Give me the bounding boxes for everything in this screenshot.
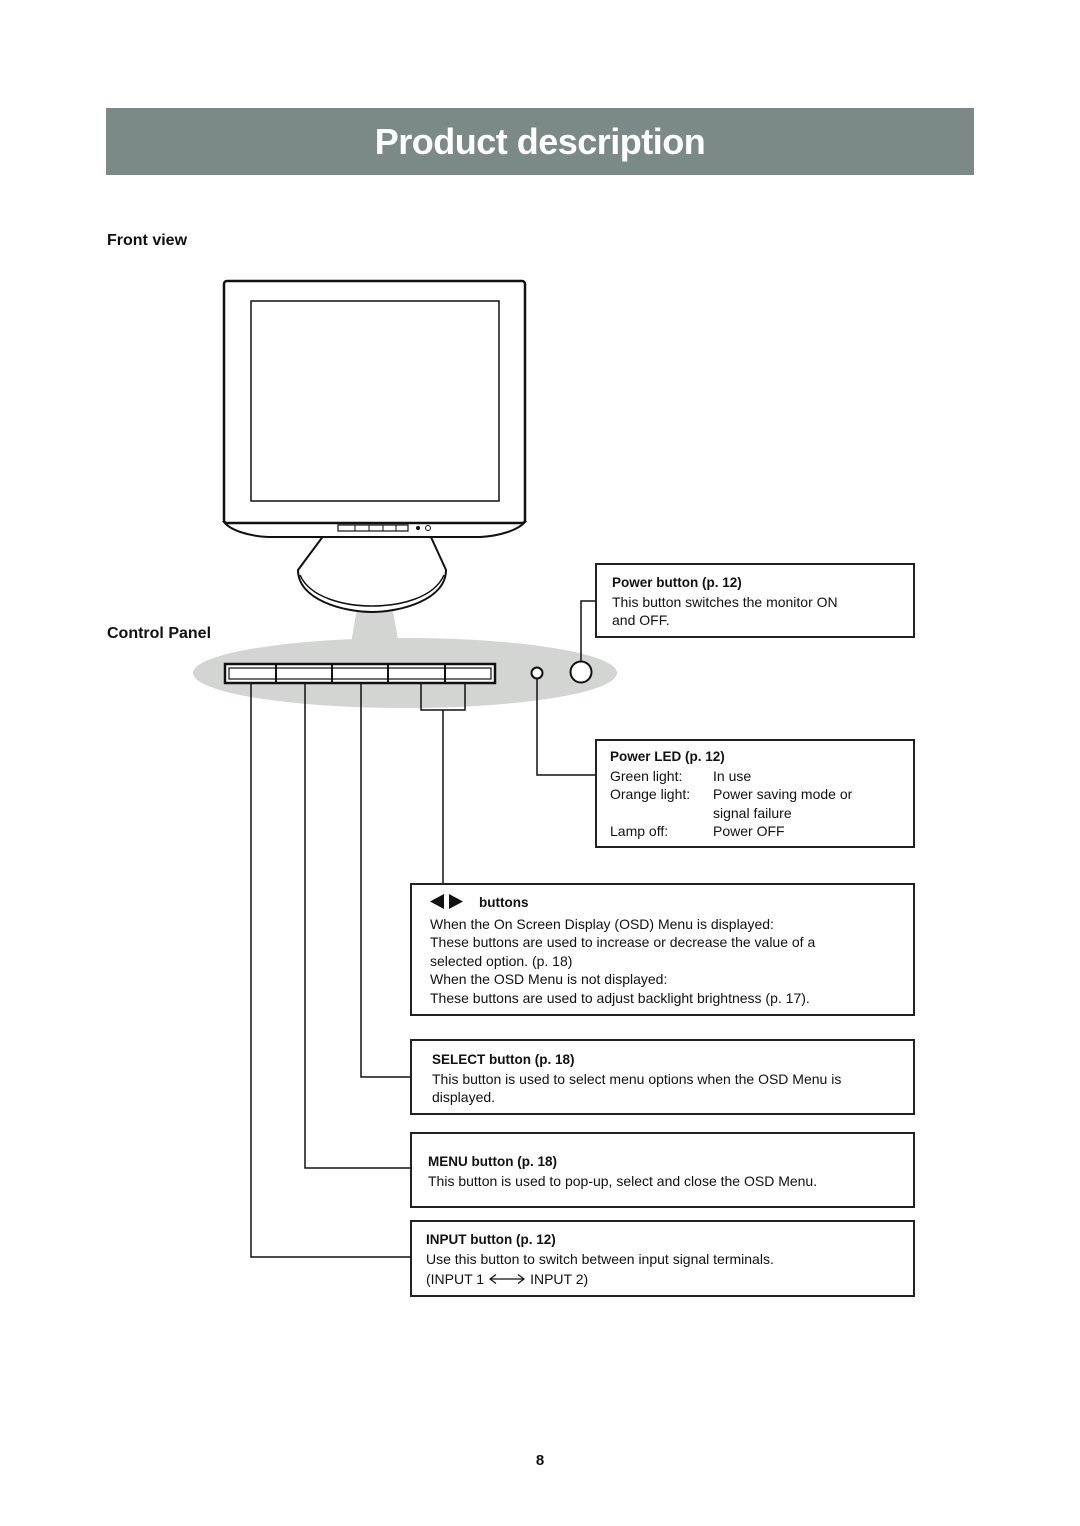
panel-power-button (571, 662, 592, 683)
power-button-title: Power button (p. 12) (612, 575, 742, 590)
page-title: Product description (374, 120, 706, 162)
panel-button-strip (225, 664, 495, 683)
input-1-label: (INPUT 1 (426, 1271, 485, 1287)
power-led-title: Power LED (p. 12) (610, 749, 725, 764)
input-button-line1: Use this button to switch between input signal terminals. (426, 1250, 774, 1267)
input-switch-row (426, 1270, 913, 1289)
power-button-callout (595, 563, 915, 638)
arrow-buttons-line: When the OSD Menu is not displayed: (430, 971, 668, 987)
page-number: 8 (535, 1452, 545, 1469)
input-2-label: INPUT 2) (530, 1271, 589, 1287)
arrow-buttons-title: buttons (479, 895, 529, 910)
power-led-callout (595, 739, 915, 848)
arrow-icons (430, 894, 463, 909)
input-button-callout (410, 1220, 915, 1297)
control-panel-heading: Control Panel (107, 625, 212, 642)
leader-power-button (581, 601, 596, 661)
leader-input (251, 683, 412, 1257)
power-led-row: Orange light: Power saving mode or (610, 786, 853, 802)
power-button-line2: and OFF. (612, 612, 670, 628)
power-led-row: signal failure (713, 804, 792, 821)
monitor-front-view (224, 281, 525, 612)
power-led-row: Lamp off: Power OFF (610, 823, 785, 839)
menu-button-callout (410, 1132, 915, 1208)
select-button-line1: This button is used to select menu options when the OSD Menu is (432, 1070, 842, 1087)
power-button-line1: This button switches the monitor ON (612, 593, 838, 610)
right-triangle-icon (448, 894, 463, 909)
arrow-buttons-callout (410, 883, 915, 1016)
mini-power-led (417, 527, 420, 530)
leader-menu (305, 683, 412, 1168)
input-button-title: INPUT button (p. 12) (426, 1232, 556, 1247)
leader-select (361, 683, 412, 1077)
menu-button-title: MENU button (p. 18) (428, 1154, 557, 1169)
panel-power-led (532, 668, 543, 679)
power-led-row: Green light: In use (610, 767, 752, 784)
select-button-line2: displayed. (432, 1089, 496, 1105)
left-triangle-icon (430, 894, 445, 909)
double-arrow-icon (488, 1273, 526, 1285)
arrow-buttons-line: When the On Screen Display (OSD) Menu is displayed: (430, 915, 774, 932)
monitor-stand (298, 535, 446, 612)
arrow-buttons-line: These buttons are used to increase or decrease the value of a (430, 934, 816, 950)
arrow-buttons-line: These buttons are used to adjust backlight brightness (p. 17). (430, 989, 810, 1006)
front-view-heading: Front view (107, 232, 188, 249)
select-button-title: SELECT button (p. 18) (432, 1052, 575, 1067)
arrow-buttons-line: selected option. (p. 18) (430, 952, 573, 969)
menu-button-line1: This button is used to pop-up, select and close the OSD Menu. (428, 1172, 818, 1189)
arrow-buttons-title-row (430, 894, 913, 913)
select-button-callout (410, 1039, 915, 1115)
monitor-bezel (224, 281, 525, 523)
